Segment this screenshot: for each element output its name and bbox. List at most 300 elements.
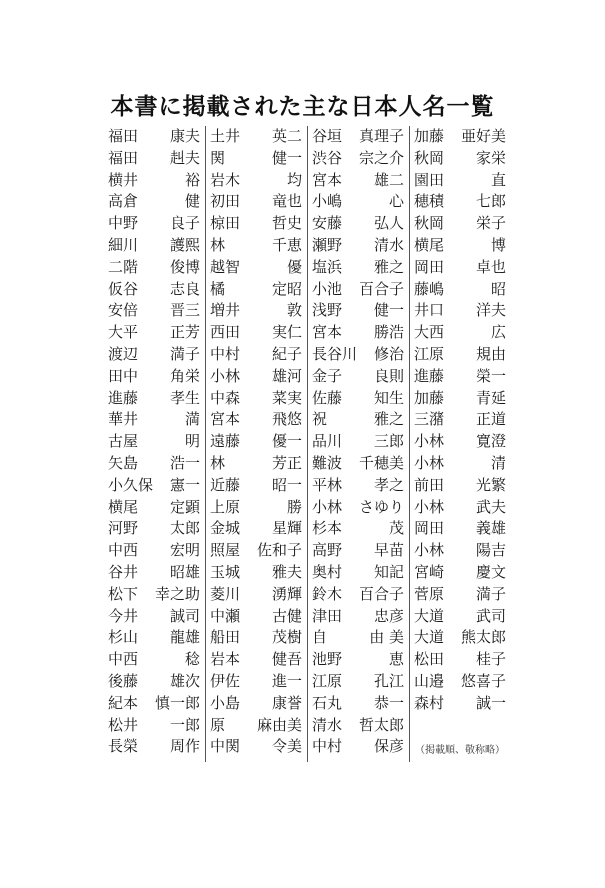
given-name: 知記 xyxy=(373,563,404,581)
given-name: 七郎 xyxy=(475,192,506,211)
given-name: 三郎 xyxy=(373,432,404,451)
given-name: 誠司 xyxy=(169,606,200,625)
name-column-1 xyxy=(108,124,200,764)
surname: 瀬野 xyxy=(312,236,343,254)
name-entry xyxy=(108,647,200,671)
given-name: 龍雄 xyxy=(169,628,200,647)
name-entry xyxy=(108,320,200,344)
name-entry xyxy=(312,713,404,737)
given-name: 保彦 xyxy=(373,737,404,756)
given-name: 敦 xyxy=(286,301,302,320)
name-entry xyxy=(210,168,302,192)
surname: 清水 xyxy=(312,715,343,734)
name-entry xyxy=(108,386,200,410)
surname: 宮本 xyxy=(312,323,343,342)
given-name: 芳正 xyxy=(271,454,302,472)
name-entry xyxy=(414,386,506,410)
given-name: 優 xyxy=(286,257,302,276)
name-entry xyxy=(312,124,404,148)
given-name: 武夫 xyxy=(475,497,506,516)
name-entry xyxy=(210,516,302,540)
given-name: 寛澄 xyxy=(475,432,506,451)
given-name: 令美 xyxy=(271,737,302,756)
given-name: 勝 xyxy=(286,497,302,516)
given-name: 満子 xyxy=(169,345,200,363)
name-entry xyxy=(414,429,506,453)
name-entry xyxy=(312,429,404,453)
name-entry xyxy=(108,669,200,693)
name-entry xyxy=(312,625,404,649)
surname: 原 xyxy=(210,715,226,734)
given-name: 心 xyxy=(388,192,404,211)
given-name: 康誉 xyxy=(271,693,302,712)
name-entry xyxy=(210,320,302,344)
surname: 河野 xyxy=(108,519,139,538)
name-entry xyxy=(312,255,404,279)
surname: 長榮 xyxy=(108,737,139,756)
surname: 奥村 xyxy=(312,563,343,581)
given-name: 幸之助 xyxy=(154,584,200,603)
surname: 岩本 xyxy=(210,650,241,669)
surname: 品川 xyxy=(312,432,343,451)
name-entry xyxy=(414,320,506,344)
given-name: 実仁 xyxy=(271,323,302,342)
name-entry xyxy=(312,407,404,431)
given-name: 熊太郎 xyxy=(460,628,506,647)
given-name: 亜好美 xyxy=(460,127,506,145)
given-name: 麻由美 xyxy=(256,715,302,734)
name-entry xyxy=(312,211,404,235)
surname: 照屋 xyxy=(210,541,241,560)
surname: 初田 xyxy=(210,192,241,211)
surname: 秋岡 xyxy=(414,214,445,233)
given-name: 護熙 xyxy=(169,236,200,254)
given-name: 由 美 xyxy=(369,628,404,647)
name-entry xyxy=(312,669,404,693)
surname: 藤嶋 xyxy=(414,279,445,298)
surname: 杉山 xyxy=(108,628,139,647)
name-entry xyxy=(108,734,200,758)
given-name: 哲史 xyxy=(271,214,302,233)
name-entry xyxy=(108,473,200,497)
surname: 福田 xyxy=(108,127,139,145)
surname: 祝 xyxy=(312,410,328,429)
name-entry xyxy=(108,691,200,715)
given-name: 裕 xyxy=(184,170,200,189)
name-entry xyxy=(414,168,506,192)
surname: 前田 xyxy=(414,475,445,494)
given-name: 一郎 xyxy=(169,715,200,734)
name-entry xyxy=(312,734,404,758)
given-name: 進一 xyxy=(271,672,302,690)
name-entry xyxy=(210,429,302,453)
surname: 小島 xyxy=(210,693,241,712)
surname: 谷井 xyxy=(108,563,139,581)
given-name: 定昭 xyxy=(271,279,302,298)
name-columns xyxy=(108,124,508,764)
surname: 大西 xyxy=(414,323,445,342)
name-entry xyxy=(108,364,200,388)
surname: 佐藤 xyxy=(312,388,343,407)
given-name: 光繁 xyxy=(475,475,506,494)
name-entry xyxy=(312,560,404,584)
given-name: 良則 xyxy=(373,366,404,385)
name-entry xyxy=(414,582,506,606)
surname: 渋谷 xyxy=(312,148,343,167)
given-name: 雅之 xyxy=(373,410,404,429)
name-entry xyxy=(312,386,404,410)
given-name: 星輝 xyxy=(271,519,302,538)
given-name: 正芳 xyxy=(169,323,200,342)
name-column-3 xyxy=(312,124,404,764)
surname: 浅野 xyxy=(312,301,343,320)
given-name: 栄子 xyxy=(475,214,506,233)
surname: 江原 xyxy=(414,345,445,363)
surname: 小久保 xyxy=(108,475,154,494)
name-entry xyxy=(210,364,302,388)
name-entry xyxy=(210,146,302,170)
given-name: 孝生 xyxy=(169,388,200,407)
surname: 西田 xyxy=(210,323,241,342)
name-entry xyxy=(210,189,302,213)
name-entry xyxy=(414,647,506,671)
name-entry xyxy=(210,538,302,562)
name-entry xyxy=(312,364,404,388)
surname: 細川 xyxy=(108,236,139,254)
surname: 安藤 xyxy=(312,214,343,233)
given-name: 孔江 xyxy=(373,672,404,690)
name-entry xyxy=(210,669,302,693)
surname: 後藤 xyxy=(108,672,139,690)
surname: 杉本 xyxy=(312,519,343,538)
given-name: 昭雄 xyxy=(169,563,200,581)
name-entry xyxy=(210,233,302,257)
surname: 井口 xyxy=(414,301,445,320)
given-name: 規由 xyxy=(475,345,506,363)
surname: 今井 xyxy=(108,606,139,625)
given-name: 直 xyxy=(490,170,506,189)
given-name: 浩一 xyxy=(169,454,200,472)
surname: 金城 xyxy=(210,519,241,538)
given-name: 卓也 xyxy=(475,257,506,276)
given-name: 清 xyxy=(490,454,506,472)
given-name: 宏明 xyxy=(169,541,200,560)
name-entry xyxy=(414,189,506,213)
name-entry xyxy=(210,560,302,584)
given-name: 千恵 xyxy=(271,236,302,254)
given-name: 均 xyxy=(286,170,302,189)
given-name: 茂 xyxy=(388,519,404,538)
surname: 大道 xyxy=(414,606,445,625)
given-name: 恭一 xyxy=(373,693,404,712)
surname: 山邉 xyxy=(414,672,445,690)
surname: 小林 xyxy=(414,497,445,516)
name-entry xyxy=(210,298,302,322)
given-name: 紀子 xyxy=(271,345,302,363)
given-name: 雄二 xyxy=(373,170,404,189)
surname: 津田 xyxy=(312,606,343,625)
surname: 秋岡 xyxy=(414,148,445,167)
given-name: 慎一郎 xyxy=(154,693,200,712)
name-entry xyxy=(210,473,302,497)
name-entry xyxy=(414,473,506,497)
surname: 森村 xyxy=(414,693,445,712)
surname: 三潴 xyxy=(414,410,445,429)
name-entry xyxy=(312,146,404,170)
surname: 鈴木 xyxy=(312,584,343,603)
name-entry xyxy=(108,713,200,737)
given-name: 茂樹 xyxy=(271,628,302,647)
surname: 中瀬 xyxy=(210,606,241,625)
given-name: 広 xyxy=(490,323,506,342)
given-name: 赳夫 xyxy=(169,148,200,167)
name-entry xyxy=(312,342,404,366)
surname: 大平 xyxy=(108,323,139,342)
surname: 中関 xyxy=(210,737,241,756)
name-entry xyxy=(414,669,506,693)
name-entry xyxy=(414,604,506,628)
given-name: 志良 xyxy=(169,279,200,298)
given-name: 湧輝 xyxy=(271,584,302,603)
name-entry xyxy=(108,495,200,519)
given-name: 古健 xyxy=(271,606,302,625)
surname: 小林 xyxy=(312,497,343,516)
name-entry xyxy=(210,277,302,301)
name-entry xyxy=(108,342,200,366)
surname: 伊佐 xyxy=(210,672,241,690)
given-name: 弘人 xyxy=(373,214,404,233)
name-entry xyxy=(210,495,302,519)
surname: 渡辺 xyxy=(108,345,139,363)
name-entry xyxy=(210,211,302,235)
surname: 高倉 xyxy=(108,192,139,211)
surname: 平林 xyxy=(312,475,343,494)
surname: 中村 xyxy=(312,737,343,756)
given-name: 満子 xyxy=(475,584,506,603)
surname: 小林 xyxy=(210,366,241,385)
name-entry xyxy=(210,386,302,410)
name-entry xyxy=(108,298,200,322)
surname: 菅原 xyxy=(414,584,445,603)
name-entry xyxy=(108,211,200,235)
given-name: 忠彦 xyxy=(373,606,404,625)
surname: 上原 xyxy=(210,497,241,516)
given-name: 博 xyxy=(490,236,506,254)
surname: 池野 xyxy=(312,650,343,669)
given-name: 哲太郎 xyxy=(358,715,404,734)
given-name: 誠一 xyxy=(475,693,506,712)
given-name: 洋夫 xyxy=(475,301,506,320)
name-entry xyxy=(414,516,506,540)
given-name: 百合子 xyxy=(358,279,404,298)
surname: 大道 xyxy=(414,628,445,647)
surname: 横尾 xyxy=(108,497,139,516)
surname: 岡田 xyxy=(414,257,445,276)
surname: 福田 xyxy=(108,148,139,167)
name-entry xyxy=(414,342,506,366)
name-entry xyxy=(414,255,506,279)
name-entry xyxy=(312,320,404,344)
surname: 園田 xyxy=(414,170,445,189)
name-entry xyxy=(108,189,200,213)
name-entry xyxy=(210,734,302,758)
name-entry xyxy=(108,451,200,475)
name-entry xyxy=(210,451,302,475)
name-entry xyxy=(414,364,506,388)
surname: 高野 xyxy=(312,541,343,560)
given-name: 悠喜子 xyxy=(460,672,506,690)
name-entry xyxy=(108,407,200,431)
given-name: 飛悠 xyxy=(271,410,302,429)
given-name: 千穂美 xyxy=(358,454,404,472)
surname: 石丸 xyxy=(312,693,343,712)
surname: 小林 xyxy=(414,541,445,560)
name-entry xyxy=(414,233,506,257)
given-name: 孝之 xyxy=(373,475,404,494)
surname: 中森 xyxy=(210,388,241,407)
name-entry xyxy=(312,516,404,540)
surname: 進藤 xyxy=(414,366,445,385)
given-name: 真理子 xyxy=(358,127,404,145)
given-name: 憲一 xyxy=(169,475,200,494)
surname: 谷垣 xyxy=(312,127,343,145)
name-entry xyxy=(312,277,404,301)
surname: 林 xyxy=(210,236,226,254)
given-name: 百合子 xyxy=(358,584,404,603)
surname: 横井 xyxy=(108,170,139,189)
given-name: 早苗 xyxy=(373,541,404,560)
name-entry xyxy=(414,211,506,235)
name-entry xyxy=(312,451,404,475)
given-name: 周作 xyxy=(169,737,200,756)
name-entry xyxy=(210,342,302,366)
name-entry xyxy=(210,582,302,606)
name-entry xyxy=(414,538,506,562)
name-entry xyxy=(414,146,506,170)
page-title: 本書に掲載された主な日本人名一覧 xyxy=(110,94,495,120)
name-entry xyxy=(108,168,200,192)
surname: 江原 xyxy=(312,672,343,690)
given-name: 青延 xyxy=(475,388,506,407)
name-entry xyxy=(210,713,302,737)
surname: 加藤 xyxy=(414,127,445,145)
given-name: 雄次 xyxy=(169,672,200,690)
surname: 古屋 xyxy=(108,432,139,451)
footnote: （掲載順、敬称略） xyxy=(415,745,505,756)
given-name: 清水 xyxy=(373,236,404,254)
name-entry xyxy=(414,298,506,322)
surname: 増井 xyxy=(210,301,241,320)
name-entry xyxy=(108,604,200,628)
name-entry xyxy=(414,124,506,148)
surname: 林 xyxy=(210,454,226,472)
name-entry xyxy=(312,538,404,562)
given-name: 恵 xyxy=(388,650,404,669)
surname: 岡田 xyxy=(414,519,445,538)
given-name: 定顕 xyxy=(169,497,200,516)
surname: 中西 xyxy=(108,650,139,669)
surname: 松田 xyxy=(414,650,445,669)
surname: 小嶋 xyxy=(312,192,343,211)
surname: 菱川 xyxy=(210,584,241,603)
name-entry xyxy=(414,495,506,519)
name-column-4 xyxy=(414,124,506,764)
surname: 小林 xyxy=(414,432,445,451)
given-name: 雄河 xyxy=(271,366,302,385)
name-entry xyxy=(210,255,302,279)
surname: 宮本 xyxy=(210,410,241,429)
column-divider xyxy=(409,126,410,762)
given-name: 陽吉 xyxy=(475,541,506,560)
name-entry xyxy=(312,495,404,519)
given-name: 佐和子 xyxy=(256,541,302,560)
given-name: 竜也 xyxy=(271,192,302,211)
given-name: 康夫 xyxy=(169,127,200,145)
surname: 長谷川 xyxy=(312,345,358,363)
given-name: 英二 xyxy=(271,127,302,145)
surname: 宮本 xyxy=(312,170,343,189)
name-entry xyxy=(108,582,200,606)
name-entry xyxy=(108,429,200,453)
name-entry xyxy=(414,407,506,431)
column-divider xyxy=(307,126,308,762)
name-entry xyxy=(108,146,200,170)
surname: 遠藤 xyxy=(210,432,241,451)
given-name: 角栄 xyxy=(169,366,200,385)
surname: 紀本 xyxy=(108,693,139,712)
name-entry xyxy=(414,691,506,715)
surname: 田中 xyxy=(108,366,139,385)
name-entry xyxy=(108,625,200,649)
name-entry xyxy=(312,691,404,715)
name-entry xyxy=(108,516,200,540)
name-entry xyxy=(108,560,200,584)
name-entry xyxy=(312,647,404,671)
given-name: 雅之 xyxy=(373,257,404,276)
given-name: 義雄 xyxy=(475,519,506,538)
surname: 二階 xyxy=(108,257,139,276)
name-entry xyxy=(312,189,404,213)
surname: 自 xyxy=(312,628,328,647)
surname: 中村 xyxy=(210,345,241,363)
name-entry xyxy=(108,255,200,279)
name-entry xyxy=(414,277,506,301)
surname: 橘 xyxy=(210,279,226,298)
surname: 金子 xyxy=(312,366,343,385)
name-entry xyxy=(312,168,404,192)
given-name: 榮一 xyxy=(475,366,506,385)
surname: 宮崎 xyxy=(414,563,445,581)
surname: 小林 xyxy=(414,454,445,472)
surname: 船田 xyxy=(210,628,241,647)
surname: 椋田 xyxy=(210,214,241,233)
name-entry xyxy=(108,233,200,257)
name-entry xyxy=(108,124,200,148)
name-entry xyxy=(414,560,506,584)
given-name: 昭一 xyxy=(271,475,302,494)
given-name: 武司 xyxy=(475,606,506,625)
surname: 穂積 xyxy=(414,192,445,211)
given-name: 健一 xyxy=(271,148,302,167)
name-entry xyxy=(414,451,506,475)
name-entry xyxy=(210,407,302,431)
surname: 矢島 xyxy=(108,454,139,472)
name-entry xyxy=(108,538,200,562)
given-name: 勝浩 xyxy=(373,323,404,342)
surname: 玉城 xyxy=(210,563,241,581)
surname: 松下 xyxy=(108,584,139,603)
name-entry xyxy=(210,625,302,649)
